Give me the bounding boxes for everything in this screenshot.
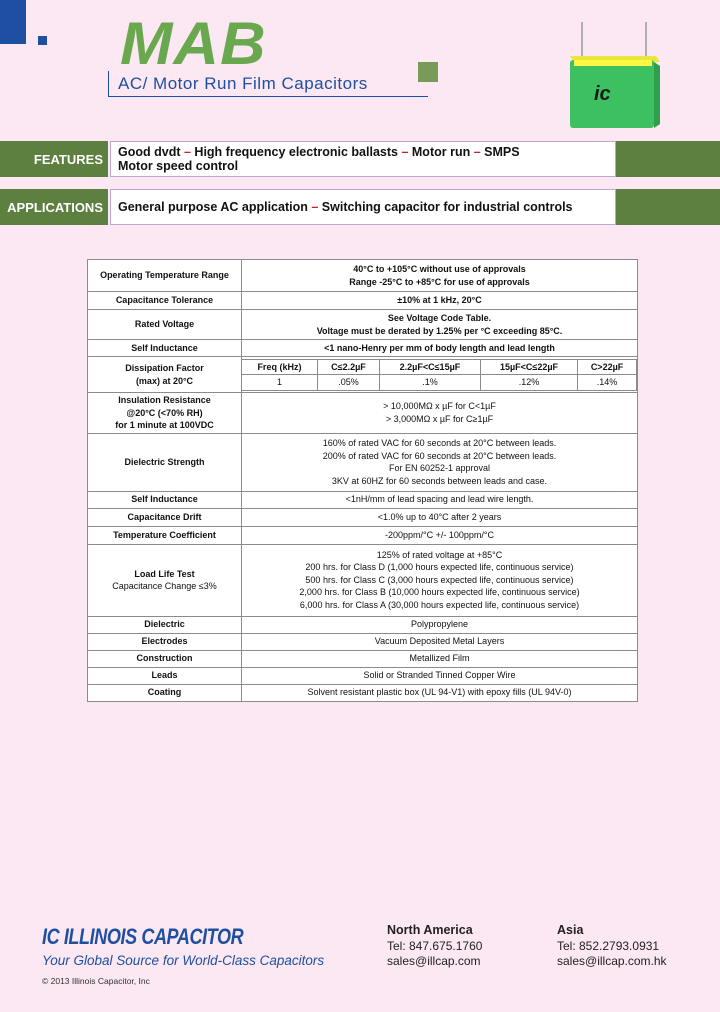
table-row <box>88 433 638 491</box>
feature-item: Good dvdt <box>118 145 181 159</box>
table-cell: .12% <box>480 375 577 391</box>
spec-value: 40°C to +105°C without use of approvals Range -25°C to +85°C for use of approvals <box>242 260 638 292</box>
spec-value: Solid or Stranded Tinned Copper Wire <box>242 667 638 684</box>
accent-square <box>418 62 438 82</box>
spec-value: Solvent resistant plastic box (UL 94-V1) with epoxy fills (UL 94V-0) <box>242 684 638 701</box>
table-header: C≤2.2µF <box>317 359 379 375</box>
table-row <box>88 340 638 357</box>
table-row <box>88 526 638 544</box>
spec-value: > 10,000MΩ x µF for C<1µF > 3,000MΩ x µF for C≥1µF <box>242 393 638 434</box>
features-band <box>0 141 720 177</box>
email-link[interactable]: sales@illcap.com <box>387 954 481 968</box>
copyright: © 2013 Illinois Capacitor, Inc <box>42 976 150 986</box>
features-box: Good dvdt – High frequency electronic ballasts – Motor run – SMPS Motor speed control <box>110 141 616 177</box>
spec-value: <1 nano-Henry per mm of body length and lead length <box>242 340 638 357</box>
product-subtitle: AC/ Motor Run Film Capacitors <box>118 74 368 93</box>
specifications-table <box>87 259 638 702</box>
company-tagline: Your Global Source for World-Class Capacitors <box>42 953 325 968</box>
applications-box: General purpose AC application – Switching capacitor for industrial controls <box>110 189 616 225</box>
spec-value: Vacuum Deposited Metal Layers <box>242 633 638 650</box>
table-row <box>88 544 638 616</box>
application-item: Switching capacitor for industrial controls <box>321 200 573 214</box>
corner-square <box>38 36 47 45</box>
applications-band <box>0 189 720 225</box>
spec-label: Operating Temperature Range <box>88 260 242 292</box>
spec-label: Self Inductance <box>88 491 242 508</box>
table-cell: .05% <box>317 375 379 391</box>
product-title: MAB <box>120 10 267 77</box>
capacitor-product-image <box>564 20 664 132</box>
table-row <box>88 393 638 434</box>
applications-label: APPLICATIONS <box>0 189 108 225</box>
features-band-end <box>616 141 720 177</box>
spec-label: Self Inductance <box>88 340 242 357</box>
table-row <box>88 650 638 667</box>
table-row <box>88 667 638 684</box>
spec-label: Dielectric <box>88 616 242 633</box>
spec-label: Load Life Test Capacitance Change ≤3% <box>88 544 242 616</box>
spec-label: Leads <box>88 667 242 684</box>
spec-value: <1nH/mm of lead spacing and lead wire length. <box>242 491 638 508</box>
corner-decoration <box>0 0 26 44</box>
table-header: Freq (kHz) <box>242 359 317 375</box>
table-header: C>22µF <box>578 359 637 375</box>
table-row <box>88 491 638 508</box>
spec-value: -200ppm/°C +/- 100ppm/°C <box>242 526 638 544</box>
table-row <box>88 684 638 701</box>
spec-value: 160% of rated VAC for 60 seconds at 20°C between leads. 200% of rated VAC for 60 seconds at 20°C between leads. For EN 60252-1 approval 3KV at 60HZ for 60 seconds between leads and case. <box>242 433 638 491</box>
company-logo: IC ILLINOIS CAPACITOR <box>42 924 244 949</box>
spec-label: Temperature Coefficient <box>88 526 242 544</box>
spec-label: Dissipation Factor (max) at 20°C <box>88 357 242 393</box>
table-header: 2.2µF<C≤15µF <box>380 359 481 375</box>
table-row <box>88 357 638 393</box>
spec-label: Construction <box>88 650 242 667</box>
table-cell: 1 <box>242 375 317 391</box>
spec-label: Dielectric Strength <box>88 433 242 491</box>
features-label: FEATURES <box>0 141 108 177</box>
spec-value: Polypropylene <box>242 616 638 633</box>
table-row <box>88 310 638 340</box>
feature-item: Motor run <box>411 145 471 159</box>
table-row <box>88 508 638 526</box>
table-cell: .14% <box>578 375 637 391</box>
dissipation-values <box>242 357 638 393</box>
email-link[interactable]: sales@illcap.com.hk <box>557 954 667 968</box>
table-row <box>88 616 638 633</box>
table-row <box>88 633 638 650</box>
feature-item: High frequency electronic ballasts <box>194 145 398 159</box>
table-cell: .1% <box>380 375 481 391</box>
spec-label: Insulation Resistance @20°C (<70% RH) for 1 minute at 100VDC <box>88 393 242 434</box>
feature-item: Motor speed control <box>118 159 239 173</box>
table-row <box>88 260 638 292</box>
ic-logo-icon: IC <box>42 924 60 949</box>
spec-value: See Voltage Code Table. Voltage must be derated by 1.25% per °C exceeding 85°C. <box>242 310 638 340</box>
application-item: General purpose AC application <box>118 200 308 214</box>
spec-label: Coating <box>88 684 242 701</box>
spec-label: Capacitance Tolerance <box>88 292 242 310</box>
spec-label: Capacitance Drift <box>88 508 242 526</box>
dissipation-subtable <box>242 359 637 391</box>
table-row <box>88 292 638 310</box>
spec-label: Rated Voltage <box>88 310 242 340</box>
spec-value: ±10% at 1 kHz, 20°C <box>242 292 638 310</box>
feature-item: SMPS <box>484 145 520 159</box>
applications-band-end <box>616 189 720 225</box>
contact-north-america: North America Tel: 847.675.1760 sales@illcap.com <box>387 923 483 968</box>
spec-label: Electrodes <box>88 633 242 650</box>
spec-value: <1.0% up to 40°C after 2 years <box>242 508 638 526</box>
contact-asia: Asia Tel: 852.2793.0931 sales@illcap.com.hk <box>557 923 667 968</box>
product-logo-icon: ic <box>594 83 611 105</box>
spec-value: Metallized Film <box>242 650 638 667</box>
table-header: 15µF<C≤22µF <box>480 359 577 375</box>
spec-value: 125% of rated voltage at +85°C 200 hrs. for Class D (1,000 hours expected life, continuous service) 500 hrs. for Class C (3,000 hours expected life, continuous service) 2,000 hrs. for Class B (10,000 hours expected life, continuous service) 6,000 hrs. for Class A (30,000 hours expected life, continuous service) <box>242 544 638 616</box>
